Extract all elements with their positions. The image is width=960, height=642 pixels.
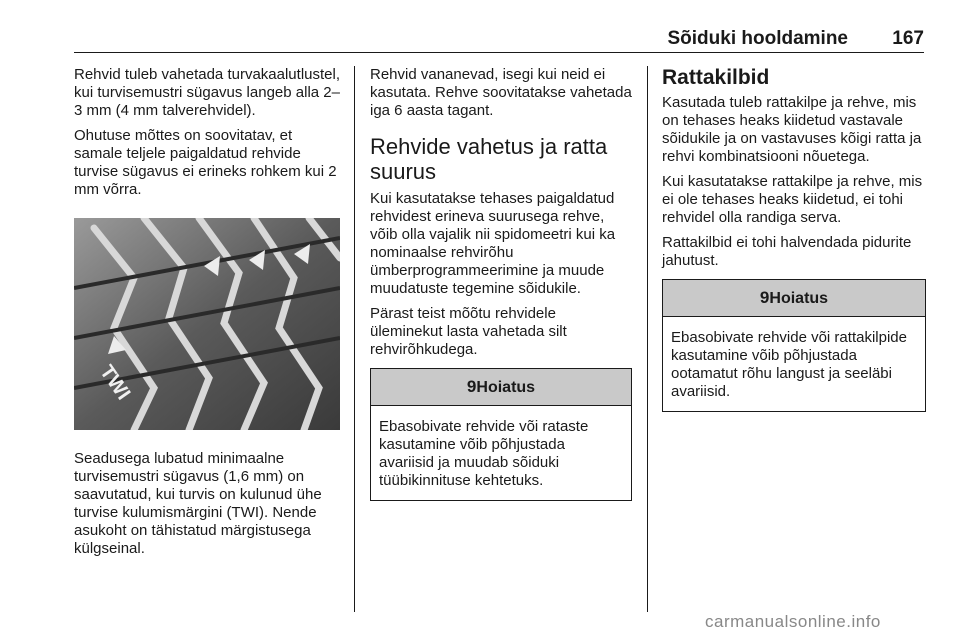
paragraph: Kasutada tuleb rattakilpe ja rehve, mis on tehases heaks kiidetud vastavale sõidukile ja on vastavuses kõigi ratta ja rehvi kombinatsiooni nõuetega. [662,94,922,165]
paragraph: Kui kasutatakse tehases paigaldatud rehvidest erineva suurusega rehve, võib olla vajalik nii spidomeetri kui ka nominaalse rehvirõhu ümberprogrammeerimine ja muude muudatuste tegemine sõidukile. [370,190,616,297]
tire-tread-image [74,218,340,430]
page-header-title: Sõiduki hooldamine [667,28,848,49]
warning-title: Hoiatus [769,290,829,307]
paragraph: Rattakilbid ei tohi halvendada pidurite jahutust. [662,234,912,269]
page-number: 167 [892,28,924,49]
paragraph: Rehvid tuleb vahetada turvakaalutlustel, kui turvisemustri sügavus langeb alla 2–3 mm (4 mm talverehvidel). [74,66,341,119]
column-3 [662,66,926,412]
section-heading: Rehvide vahetus ja ratta suurus [370,134,608,184]
paragraph: Seadusega lubatud minimaalne turvisemustri sügavus (1,6 mm) on saavutatud, kui turvis on kulunud ühe turvise kulumismärgini (TWI). Nende asukoht on tähistatud märgistusega külgseinal. [74,450,322,557]
paragraph: Pärast teist mõõtu rehvidele üleminekut lasta vahetada silt rehvirõhkudega. [370,305,567,358]
column-divider-2 [647,66,648,612]
warning-triangle-icon: 9 [759,288,770,307]
warning-text: Ebasobivate rehvide või rataste kasutamine võib põhjustada avariisid ja muudab sõiduki tüübikinnituse kehtetuks. [379,418,589,489]
paragraph: Ohutuse mõttes on soovitatav, et samale teljele paigaldatud rehvide turvise sügavus ei erineks rohkem kui 2 mm võrra. [74,127,337,198]
warning-header [663,280,925,317]
warning-title: Hoiatus [476,379,536,396]
column-1 [74,66,342,565]
warning-text: Ebasobivate rehvide või rattakilpide kasutamine võib põhjustada ootamatut rõhu langust ja seeläbi avariisid. [671,329,907,400]
column-2 [370,66,632,501]
twi-label: TWI [95,361,135,405]
section-heading: Rattakilbid [662,66,770,89]
header-rule [74,52,924,53]
warning-header [371,369,631,406]
column-divider-1 [354,66,355,612]
warning-box [370,368,632,501]
paragraph: Rehvid vananevad, isegi kui neid ei kasutata. Rehve soovitatakse vahetada iga 6 aasta tagant. [370,66,632,119]
warning-triangle-icon: 9 [466,377,477,396]
warning-box [662,279,926,412]
paragraph: Kui kasutatakse rattakilpe ja rehve, mis ei ole tehases heaks kiidetud, ei tohi rehvidel olla randiga serva. [662,173,923,226]
watermark: carmanualsonline.info [705,612,881,631]
